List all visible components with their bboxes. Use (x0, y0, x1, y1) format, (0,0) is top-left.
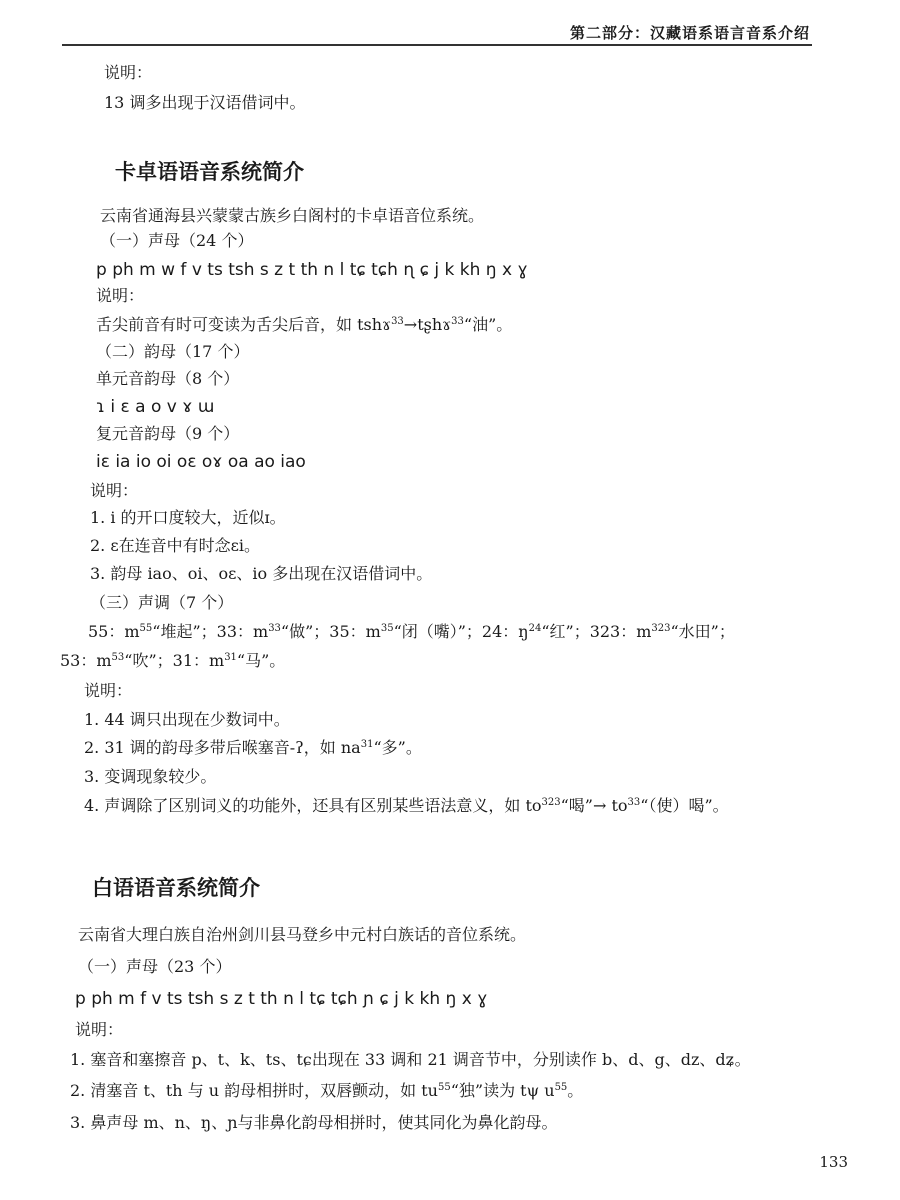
tones-note: 4. 声调除了区别词义的功能外，还具有区别某些语法意义，如 $to^{323}“$喝”→ $to^{33}“$（使）喝”。 (84, 796, 729, 815)
monophthongs-list: ɿ i ɛ a o v ɤ ɯ (96, 397, 215, 417)
diphthongs-list: iɛ ia io oi oɛ oɤ oa ao iao (96, 452, 306, 472)
note-label: 说明： (104, 63, 153, 82)
header-rule (62, 44, 812, 46)
note-text: 13 调多出现于汉语借词中。 (104, 93, 306, 112)
initials-list: p ph m w f v ts tsh s z t th n l tɕ tɕh ɳ ɕ j k kh ŋ x ɣ (96, 260, 528, 280)
initials-list: p ph m f v ts tsh s z t th n l tɕ tɕh ɲ ɕ j k kh ŋ x ɣ (75, 989, 488, 1009)
initials-header: （一）声母（23 个） (78, 957, 232, 976)
section-description: 云南省大理白族自治州剑川县马登乡中元村白族话的音位系统。 (78, 925, 527, 944)
finals-header: （二）韵母（17 个） (96, 342, 250, 361)
section-heading-kazhuo: 卡卓语语音系统简介 (115, 160, 304, 184)
finals-note: 1. i 的开口度较大，近似ɪ。 (90, 508, 286, 527)
finals-note: 3. 韵母 iao、oi、oɛ、io 多出现在汉语借词中。 (90, 564, 433, 583)
note-label: 说明： (84, 681, 133, 700)
note-label: 说明： (96, 286, 145, 305)
initials-note: 舌尖前音有时可变读为舌尖后音，如 tshɤ$^{33}$→tʂhɤ$^{33}$“油”。 (96, 315, 513, 334)
tones-note: 3. 变调现象较少。 (84, 767, 217, 786)
page-number: 133 (819, 1153, 848, 1171)
initials-note: 2. 清塞音 t、th 与 u 韵母相拼时，双唇颤动，如 $tu^{55}“$独”读为 tψ $u^{55}$。 (70, 1081, 584, 1100)
note-label: 说明： (90, 481, 139, 500)
section-heading-bai: 白语语音系统简介 (92, 876, 260, 900)
finals-note: 2. ɛ在连音中有时念ɛi。 (90, 536, 261, 555)
initials-note: 3. 鼻声母 m、n、ŋ、ɲ与非鼻化韵母相拼时，使其同化为鼻化韵母。 (70, 1113, 558, 1132)
tones-line: 55：$m^{55}“$堆起”；33：$m^{33}“$做”；35：$m^{35}“$闭（嘴）”；24：$ŋ^{24}“$红”；323：$m^{323}“$水田”； (88, 622, 735, 641)
tones-header: （三）声调（7 个） (90, 593, 234, 612)
tones-note: 1. 44 调只出现在少数词中。 (84, 710, 290, 729)
running-header: 第二部分：汉藏语系语言音系介绍 (569, 24, 810, 42)
note-label: 说明： (75, 1020, 124, 1039)
initials-header: （一）声母（24 个） (100, 231, 254, 250)
initials-note: 1. 塞音和塞擦音 p、t、k、ts、tɕ出现在 33 调和 21 调音节中，分别读作 b、d、g、dz、dʑ。 (70, 1050, 751, 1069)
diphthongs-header: 复元音韵母（9 个） (96, 424, 240, 443)
tones-note: 2. 31 调的韵母多带后喉塞音-ʔ，如 $na^{31}“$多”。 (84, 738, 422, 757)
tones-line: 53：$m^{53}“$吹”；31：$m^{31}“$马”。 (60, 651, 286, 670)
section-description: 云南省通海县兴蒙蒙古族乡白阁村的卡卓语音位系统。 (100, 206, 485, 225)
monophthongs-header: 单元音韵母（8 个） (96, 369, 240, 388)
